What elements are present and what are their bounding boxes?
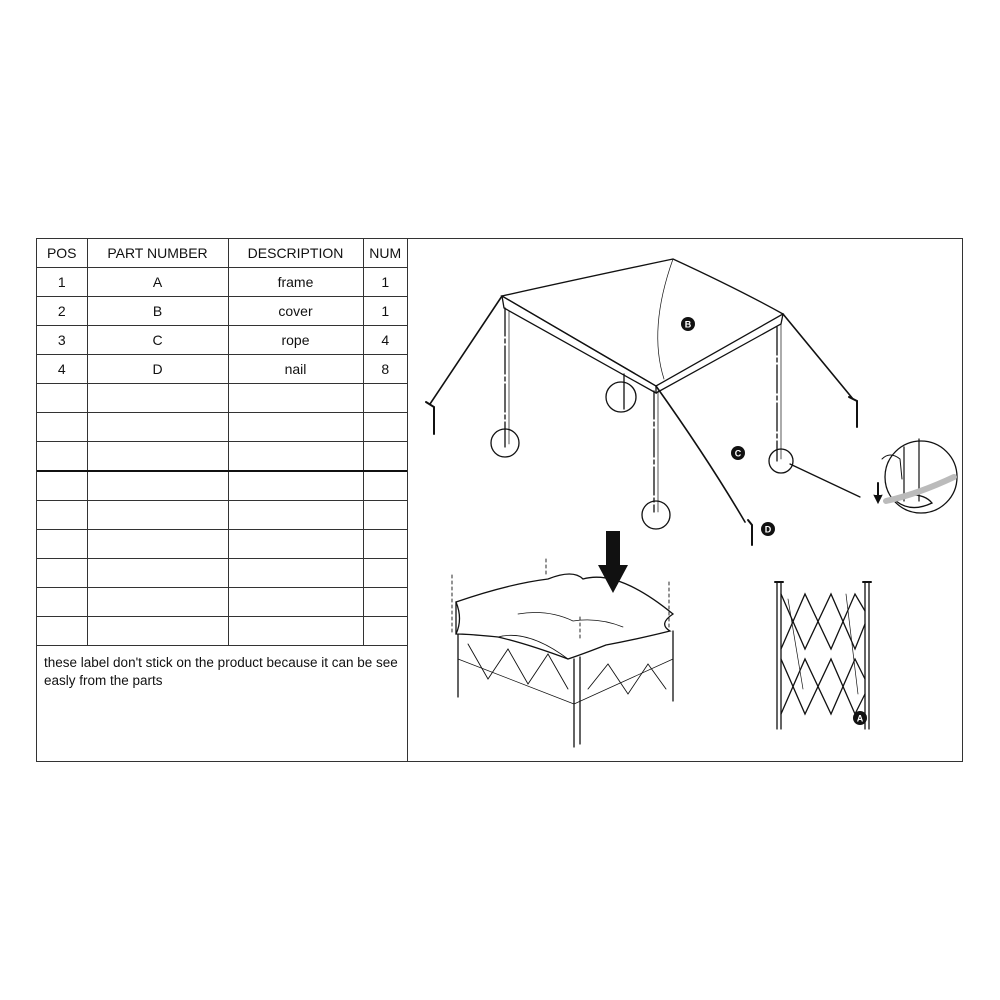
cell-pos: 1	[37, 268, 87, 297]
table-row	[37, 268, 407, 297]
cell-pos: 3	[37, 326, 87, 355]
empty-row	[37, 384, 407, 413]
cover-placement-illustration	[452, 531, 673, 747]
cell-num: 1	[363, 268, 407, 297]
cell-part-number: C	[87, 326, 228, 355]
parts-table-header	[37, 239, 407, 268]
cell-description: frame	[228, 268, 363, 297]
table-row	[37, 297, 407, 326]
empty-row	[37, 501, 407, 530]
empty-row	[37, 471, 407, 501]
empty-row	[37, 559, 407, 588]
frame-illustration	[775, 582, 871, 729]
empty-row	[37, 413, 407, 442]
cell-description: nail	[228, 355, 363, 384]
callout-c	[731, 446, 745, 460]
callout-b-label: B	[684, 319, 692, 330]
note-text: these label don't stick on the product because it can be see easly from the parts	[44, 655, 398, 688]
cell-num: 4	[363, 326, 407, 355]
callout-b	[681, 317, 695, 331]
callout-a	[853, 711, 867, 725]
header-part-number: PART NUMBER	[87, 239, 228, 268]
cell-part-number: D	[87, 355, 228, 384]
assembly-drawing	[408, 239, 962, 761]
down-arrow-icon	[598, 531, 628, 593]
callout-a-label: A	[856, 713, 864, 724]
cell-part-number: B	[87, 297, 228, 326]
header-num: NUM	[363, 239, 407, 268]
empty-row	[37, 588, 407, 617]
gazebo-assembled-illustration	[426, 259, 857, 545]
assembly-sheet	[36, 238, 963, 762]
cell-description: cover	[228, 297, 363, 326]
empty-row	[37, 617, 407, 646]
cell-num: 8	[363, 355, 407, 384]
callout-d	[761, 522, 775, 536]
cell-description: rope	[228, 326, 363, 355]
cell-num: 1	[363, 297, 407, 326]
cell-part-number: A	[87, 268, 228, 297]
cell-pos: 2	[37, 297, 87, 326]
callout-c-label: C	[734, 448, 742, 459]
parts-list-panel	[37, 239, 408, 761]
table-row	[37, 355, 407, 384]
cell-pos: 4	[37, 355, 87, 384]
empty-row	[37, 442, 407, 472]
header-pos: POS	[37, 239, 87, 268]
empty-row	[37, 530, 407, 559]
stake-detail-bubble	[790, 439, 957, 513]
table-row	[37, 326, 407, 355]
parts-table	[37, 239, 407, 646]
header-description: DESCRIPTION	[228, 239, 363, 268]
callout-d-label: D	[764, 524, 772, 535]
